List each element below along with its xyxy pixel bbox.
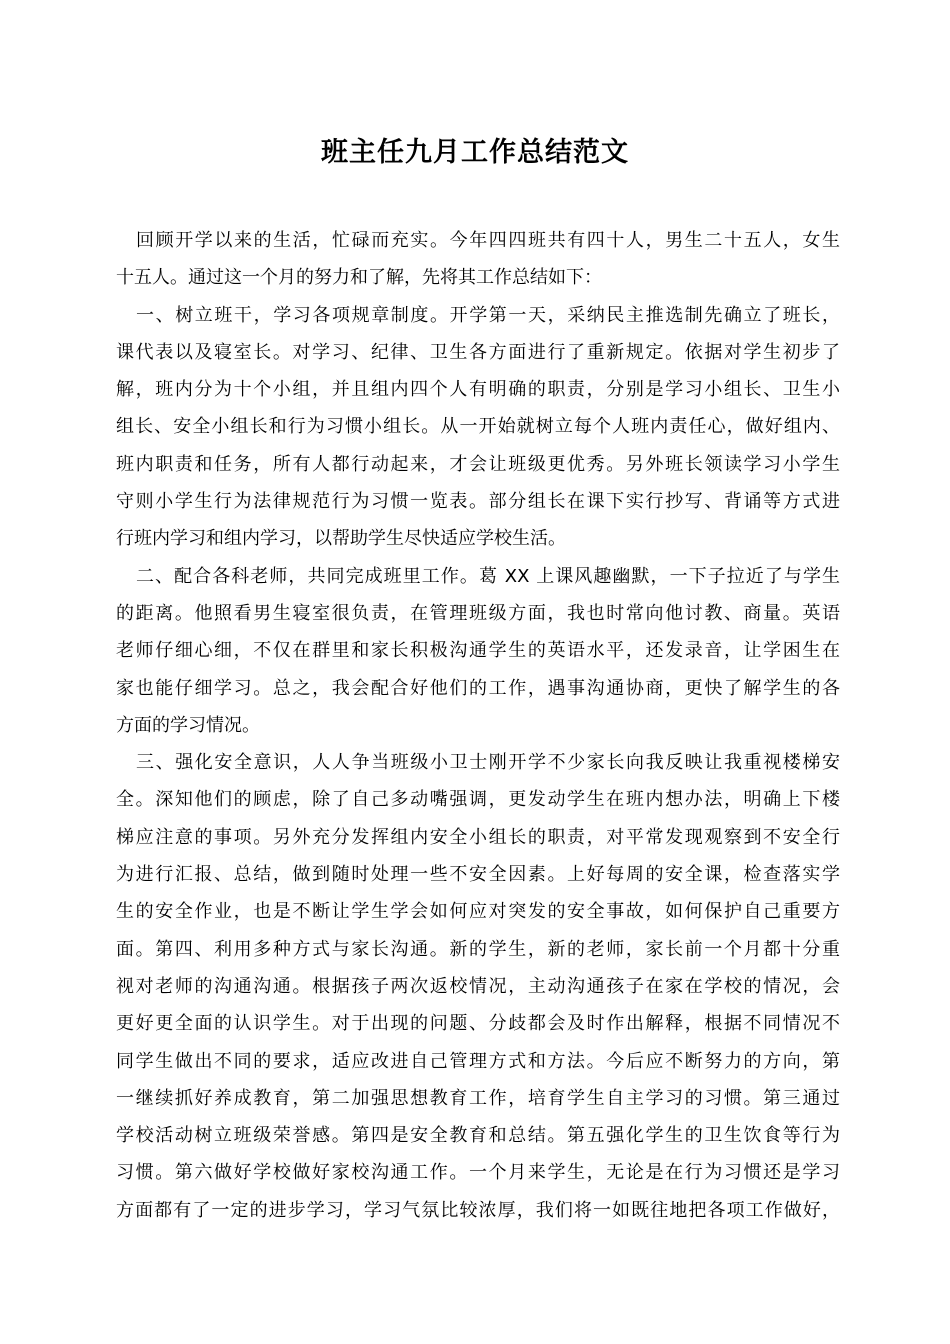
paragraph-line: 的距离。他照看男生寝室很负责，在管理班级方面，我也时常向他讨教、商量。英语	[116, 602, 840, 624]
paragraph-line: 更好更全面的认识学生。对于出现的问题、分歧都会及时作出解释，根据不同情况不	[116, 1013, 840, 1035]
paragraph-line: 课代表以及寝室长。对学习、纪律、卫生各方面进行了重新规定。依据对学生初步了	[116, 341, 840, 363]
paragraph-line: 回顾开学以来的生活，忙碌而充实。今年四四班共有四十人，男生二十五人，女生	[136, 230, 840, 251]
paragraph-line: 面。第四、利用多种方式与家长沟通。新的学生，新的老师，家长前一个月都十分重	[116, 938, 840, 960]
paragraph-line: 一继续抓好养成教育，第二加强思想教育工作，培育学生自主学习的习惯。第三通过	[116, 1087, 840, 1109]
paragraph-line: 生的安全作业，也是不断让学生学会如何应对突发的安全事故，如何保护自己重要方	[116, 901, 840, 923]
paragraph-line: 梯应注意的事项。另外充分发挥组内安全小组长的职责，对平常发现观察到不安全行	[116, 826, 840, 848]
paragraph-line: 行班内学习和组内学习，以帮助学生尽快适应学校生活。	[116, 528, 566, 550]
paragraph-line: 全。深知他们的顾虑，除了自己多动嘴强调，更发动学生在班内想办法，明确上下楼	[116, 789, 840, 811]
paragraph-line: 解，班内分为十个小组，并且组内四个人有明确的职责，分别是学习小组长、卫生小	[116, 379, 840, 401]
paragraph-line: 守则小学生行为法律规范行为习惯一览表。部分组长在课下实行抄写、背诵等方式进	[116, 491, 840, 513]
document-title: 班主任九月工作总结范文	[321, 137, 629, 168]
paragraph-line: 视对老师的沟通沟通。根据孩子两次返校情况，主动沟通孩子在家在学校的情况，会	[116, 975, 840, 997]
paragraph-line: 学校活动树立班级荣誉感。第四是安全教育和总结。第五强化学生的卫生饮食等行为	[116, 1125, 840, 1147]
paragraph-line: 班内职责和任务，所有人都行动起来，才会让班级更优秀。另外班长领读学习小学生	[116, 453, 840, 475]
paragraph-line: 组长、安全小组长和行为习惯小组长。从一开始就树立每个人班内责任心，做好组内、	[116, 416, 840, 438]
document-body	[116, 222, 840, 1229]
paragraph-line: 十五人。通过这一个月的努力和了解，先将其工作总结如下：	[116, 267, 602, 289]
paragraph-line: 家也能仔细学习。总之，我会配合好他们的工作，遇事沟通协商，更快了解学生的各	[116, 677, 840, 699]
paragraph-line: 老师仔细心细，不仅在群里和家长积极沟通学生的英语水平，还发录音，让学困生在	[116, 640, 840, 662]
paragraph-line: 二、配合各科老师，共同完成班里工作。葛 XX 上课风趣幽默，一下子拉近了与学生	[136, 565, 840, 587]
paragraph-line: 为进行汇报、总结，做到随时处理一些不安全因素。上好每周的安全课，检查落实学	[116, 864, 840, 886]
paragraph-line: 三、强化安全意识，人人争当班级小卫士刚开学不少家长向我反映让我重视楼梯安	[136, 752, 840, 774]
paragraph-line: 习惯。第六做好学校做好家校沟通工作。一个月来学生，无论是在行为习惯还是学习	[116, 1162, 840, 1184]
paragraph-line: 方面的学习情况。	[116, 714, 260, 736]
paragraph-line: 同学生做出不同的要求，适应改进自己管理方式和方法。今后应不断努力的方向，第	[116, 1050, 840, 1072]
paragraph-line: 方面都有了一定的进步学习，学习气氛比较浓厚，我们将一如既往地把各项工作做好，	[116, 1199, 840, 1221]
paragraph-line: 一、树立班干，学习各项规章制度。开学第一天，采纳民主推选制先确立了班长，	[136, 304, 840, 326]
